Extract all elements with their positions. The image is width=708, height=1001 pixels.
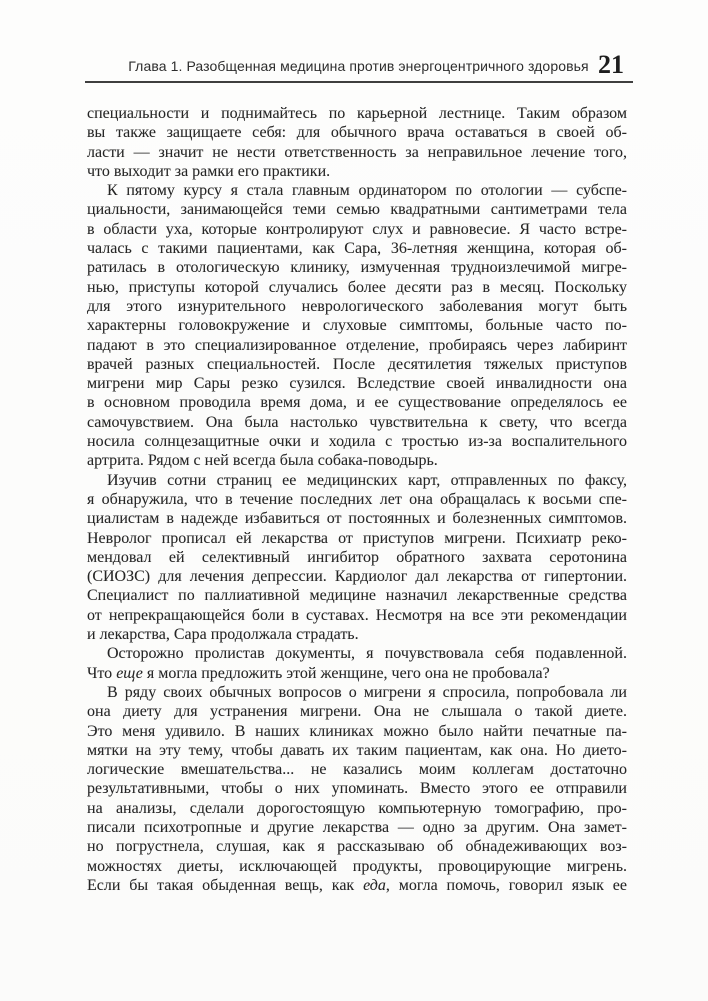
text-line: специальности и поднимайтесь по карьерной лестнице. Таким образом xyxy=(87,105,627,122)
text-line: от непрекращающейся боли в суставах. Несмотря на все эти рекомендации xyxy=(87,606,627,624)
text-line: мендовал ей селективный ингибитор обратного захвата серотонина xyxy=(87,548,627,566)
text-line: мигрени мир Сары резко сузился. Вследствие своей инвалидности она xyxy=(87,375,627,393)
text-line: что выходит за рамки его практики. xyxy=(87,162,331,180)
text-line: артрита. Рядом с ней всегда была собака-поводырь. xyxy=(87,452,438,470)
paragraph xyxy=(87,644,627,683)
text-line: падают в это специализированное отделение, пробираясь через лабиринт xyxy=(87,336,627,354)
text-line: циальности, занимающейся теми семью квадратными сантиметрами тела xyxy=(87,201,627,219)
text-line: Если бы такая обыденная вещь, как еда, могла помочь, говорил язык ее xyxy=(87,876,627,894)
text-line: ласти — значит не нести ответственность за неправильное лечение того, xyxy=(87,143,627,161)
text-line: ратилась в отологическую клинику, измученная трудноизлечимой мигре- xyxy=(87,259,627,277)
page-body xyxy=(87,104,627,895)
text-line: она диету для устранения мигрени. Она не слышала о такой диете. xyxy=(87,703,627,721)
text-line: вы также защищаете себя: для обычного врача оставаться в своей об- xyxy=(87,124,627,142)
text-line: можностях диеты, исключающей продукты, провоцирующие мигрень. xyxy=(87,857,627,875)
text-line: (СИОЗС) для лечения депрессии. Кардиолог дал лекарства от гипертонии. xyxy=(87,568,627,586)
text-line: Изучив сотни страниц ее медицинских карт, отправленных по факсу, xyxy=(107,471,627,489)
header-rule xyxy=(85,81,633,83)
text-line: врачей разных специальностей. После десятилетия тяжелых приступов xyxy=(87,355,627,373)
text-line: нью, приступы которой случались более десяти раз в месяц. Поскольку xyxy=(87,278,627,296)
running-head-title: Глава 1. Разобщенная медицина против энергоцентричного здоровья xyxy=(128,58,589,74)
text-line: в области уха, которые контролируют слух и равновесие. Я часто встре- xyxy=(87,220,627,238)
text-line: К пятому курсу я стала главным ординатором по отологии — субспе- xyxy=(107,182,627,200)
text-line: Невролог прописал ей лекарства от приступов мигрени. Психиатр реко- xyxy=(87,529,627,547)
text-line: мятки на эту тему, чтобы давать их таким пациентам, как она. Но дието- xyxy=(87,741,627,759)
page-number: 21 xyxy=(598,50,624,79)
text-line: В ряду своих обычных вопросов о мигрени я спросила, попробовала ли xyxy=(107,683,627,701)
text-line: писали психотропные и другие лекарства — одно за другим. Она замет- xyxy=(87,818,627,836)
paragraph xyxy=(87,471,627,645)
text-line: и лекарства, Сара продолжала страдать. xyxy=(87,626,359,644)
paragraph xyxy=(87,683,627,895)
text-line: результативными, чтобы о них упоминать. Вместо этого ее отправили xyxy=(87,780,627,798)
text-line: чалась с такими пациентами, как Сара, 36-летняя женщина, которая об- xyxy=(87,240,627,258)
text-line: на анализы, сделали дорогостоящую компьютерную томографию, про- xyxy=(87,799,627,817)
text-line: для этого изнурительного неврологического заболевания могут быть xyxy=(87,297,627,315)
paragraph xyxy=(87,181,627,470)
text-line: в основном проводила время дома, и ее существование определялось ее xyxy=(87,394,627,412)
text-line: Осторожно пролистав документы, я почувствовала себя подавленной. xyxy=(107,645,627,663)
text-line: но погрустнела, слушая, как я рассказываю об обнадеживающих воз- xyxy=(87,838,627,856)
text-line: я обнаружила, что в течение последних лет она обращалась к восьми спе- xyxy=(87,490,627,508)
text-line: циалистам в надежде избавиться от постоянных и болезненных симптомов. xyxy=(87,510,627,528)
text-line: Специалист по паллиативной медицине назначил лекарственные средства xyxy=(87,587,627,605)
paragraph xyxy=(87,104,627,181)
text-line: характерны головокружение и слуховые симптомы, больные часто по- xyxy=(87,317,627,335)
text-line: Что еще я могла предложить этой женщине, чего она не пробовала? xyxy=(87,664,550,682)
text-line: Это меня удивило. В наших клиниках можно было найти печатные па- xyxy=(87,722,627,740)
text-line: носила солнцезащитные очки и ходила с тростью из-за воспалительного xyxy=(87,433,627,451)
text-line: логические вмешательства... не казались моим коллегам достаточно xyxy=(87,761,627,779)
text-line: самочувствием. Она была настолько чувствительна к свету, что всегда xyxy=(87,413,627,431)
